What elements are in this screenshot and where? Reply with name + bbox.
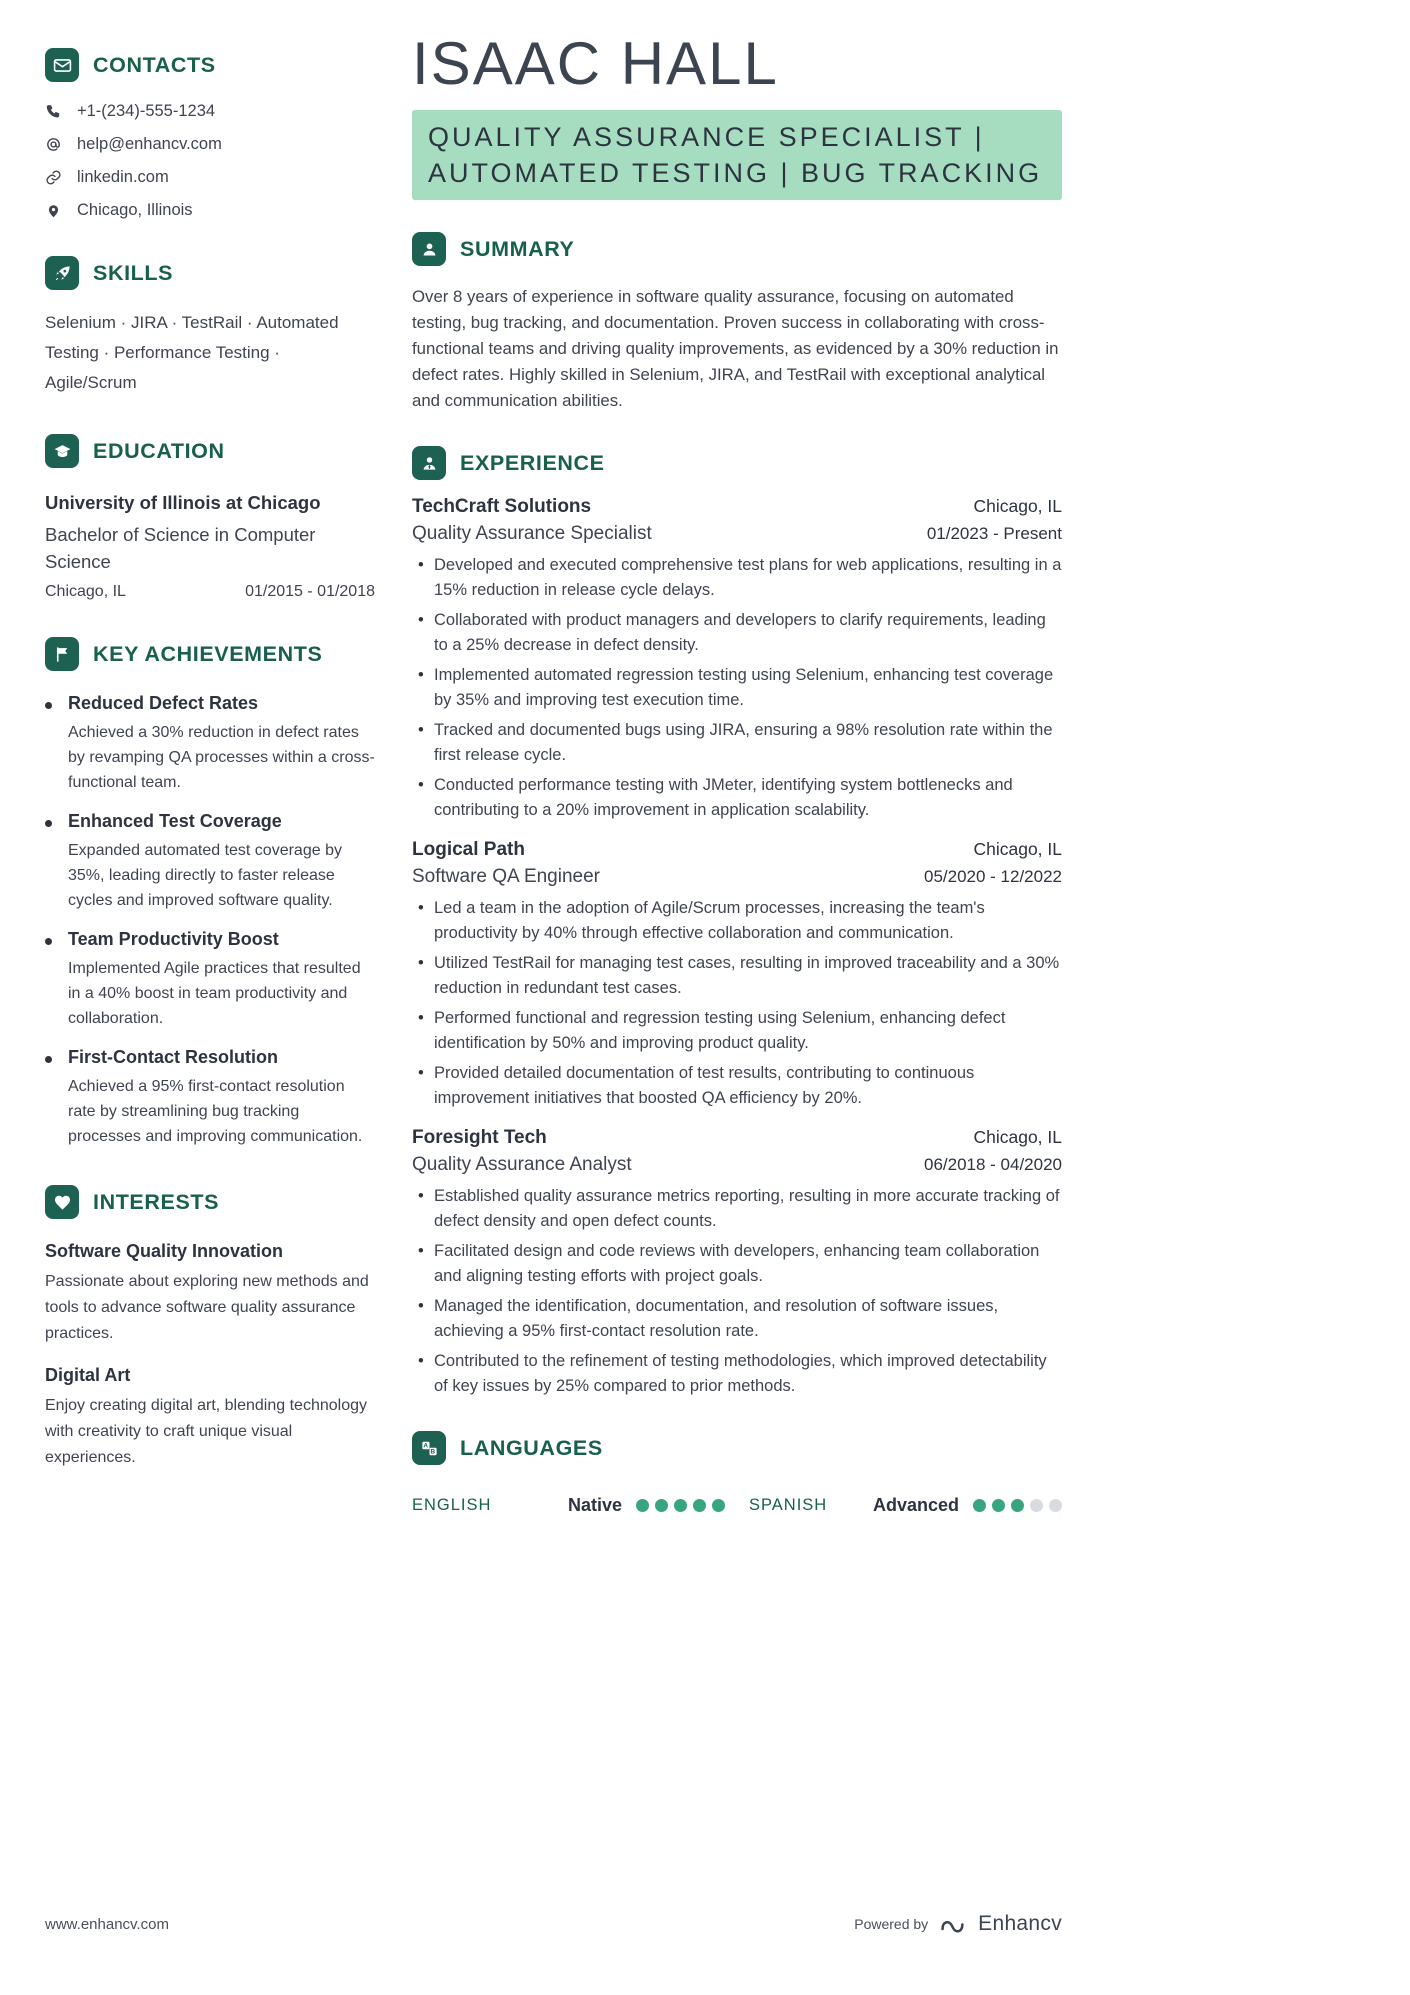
- achievement-item: [45, 811, 375, 913]
- proficiency-dots: [973, 1499, 1062, 1512]
- linkedin-contact[interactable]: [45, 168, 375, 187]
- achievements-heading: [45, 637, 375, 671]
- interests-heading-label: INTERESTS: [93, 1189, 220, 1214]
- contact-list: [45, 102, 375, 220]
- company-location: Chicago, IL: [973, 839, 1062, 859]
- achievement-item: [45, 929, 375, 1031]
- dot-filled-icon: [973, 1499, 986, 1512]
- contacts-heading: [45, 48, 375, 82]
- powered-by-label: Powered by: [854, 1916, 929, 1932]
- job-bullet-list: [412, 896, 1062, 1111]
- achievement-title: Reduced Defect Rates: [68, 693, 259, 713]
- experience-bullet: • Tracked and documented bugs using JIRA, ensuring a 98% resolution rate within the first release cycle.: [434, 718, 1062, 768]
- language-item: [749, 1495, 1062, 1516]
- candidate-name: ISAAC HALL: [412, 30, 779, 97]
- summary-text: Over 8 years of experience in software quality assurance, focusing on automated testing, bug tracking, and documentation. Proven success in collaborating with cross-functional teams and driving quality improvements, as evidenced by a 30% reduction in defect rates. Highly skilled in Selenium, JIRA, and TestRail with exceptional analytical and communication abilities.: [412, 287, 1059, 410]
- envelope-icon: [45, 48, 79, 82]
- main-column: [412, 30, 1062, 1516]
- dot-empty-icon: [1049, 1499, 1062, 1512]
- rocket-icon: [45, 256, 79, 290]
- company-name: Logical Path: [412, 839, 525, 860]
- skills-list: Selenium · JIRA · TestRail · Automated Testing · Performance Testing · Agile/Scrum: [45, 313, 339, 392]
- flag-icon: [45, 637, 79, 671]
- skills-heading-label: SKILLS: [93, 260, 174, 285]
- interest-list: [45, 1241, 375, 1471]
- interest-item: [45, 1241, 375, 1347]
- languages-heading: [412, 1431, 1062, 1465]
- interest-title: Digital Art: [45, 1365, 131, 1385]
- achievement-title: First-Contact Resolution: [68, 1047, 278, 1067]
- education-school: University of Illinois at Chicago: [45, 492, 321, 513]
- dot-empty-icon: [1030, 1499, 1043, 1512]
- education-meta: [45, 583, 375, 601]
- achievements-section: [45, 637, 375, 1149]
- achievement-item: [45, 693, 375, 795]
- company-name: Foresight Tech: [412, 1127, 547, 1148]
- bullet-dot-icon: [45, 938, 52, 945]
- interest-item: [45, 1365, 375, 1471]
- experience-bullet: • Facilitated design and code reviews with developers, enhancing team collaboration and aligning testing efforts with project goals.: [434, 1239, 1062, 1289]
- company-name: TechCraft Solutions: [412, 496, 592, 517]
- achievement-item: [45, 1047, 375, 1149]
- achievement-title: Team Productivity Boost: [68, 929, 279, 949]
- experience-entry: [412, 496, 1062, 823]
- dot-filled-icon: [693, 1499, 706, 1512]
- bullet-dot-icon: [45, 820, 52, 827]
- phone-text: +1-(234)-555-1234: [77, 102, 216, 120]
- location-contact: [45, 201, 375, 220]
- job-dates: 05/2020 - 12/2022: [923, 867, 1062, 886]
- experience-bullet: • Led a team in the adoption of Agile/Scrum processes, increasing the team's productivity by 40% through effective collaboration and communication.: [434, 896, 1062, 946]
- map-pin-icon: [45, 202, 62, 219]
- summary-heading: [412, 232, 1062, 266]
- interests-section: [45, 1185, 375, 1471]
- job-dates: 06/2018 - 04/2020: [923, 1155, 1062, 1174]
- language-list: [412, 1495, 1062, 1516]
- experience-bullet: • Established quality assurance metrics reporting, resulting in more accurate tracking of defect density and open defect counts.: [434, 1184, 1062, 1234]
- experience-bullet: • Contributed to the refinement of testing methodologies, which improved detectability of key issues by 25% compared to prior methods.: [434, 1349, 1062, 1399]
- enhancv-url-link[interactable]: www.enhancv.com: [45, 1915, 169, 1933]
- phone-contact[interactable]: [45, 102, 375, 121]
- experience-entry: [412, 1127, 1062, 1399]
- experience-bullet: • Utilized TestRail for managing test cases, resulting in improved traceability and a 30% reduction in redundant test cases.: [434, 951, 1062, 1001]
- at-icon: [45, 136, 62, 153]
- experience-heading: [412, 446, 1062, 480]
- interest-text: Enjoy creating digital art, blending technology with creativity to craft unique visual experiences.: [45, 1397, 367, 1466]
- language-item: [412, 1495, 725, 1516]
- link-icon: [45, 169, 62, 186]
- page-footer: [45, 1912, 1062, 1936]
- svg-text:B: B: [430, 1448, 436, 1456]
- achievement-text: Implemented Agile practices that resulted in a 40% boost in team productivity and collaboration.: [68, 960, 361, 1027]
- summary-heading-label: SUMMARY: [460, 236, 575, 261]
- bullet-dot-icon: [45, 702, 52, 709]
- skills-heading: [45, 256, 375, 290]
- experience-bullet: • Conducted performance testing with JMeter, identifying system bottlenecks and contributing to a 20% improvement in application scalability.: [434, 773, 1062, 823]
- company-location: Chicago, IL: [973, 1127, 1062, 1147]
- enhancv-logo-icon: [938, 1913, 968, 1935]
- heart-icon: [45, 1185, 79, 1219]
- dot-filled-icon: [1011, 1499, 1024, 1512]
- phone-icon: [45, 103, 62, 120]
- powered-by-brand[interactable]: [854, 1912, 1062, 1936]
- person-icon: [412, 232, 446, 266]
- experience-bullet: • Provided detailed documentation of test results, contributing to continuous improvement initiatives that boosted QA efficiency by 20%.: [434, 1061, 1062, 1111]
- education-section: [45, 434, 375, 601]
- interest-title: Software Quality Innovation: [45, 1241, 284, 1261]
- email-contact[interactable]: [45, 135, 375, 154]
- education-heading: [45, 434, 375, 468]
- education-heading-label: EDUCATION: [93, 438, 225, 463]
- achievements-heading-label: KEY ACHIEVEMENTS: [93, 641, 323, 666]
- experience-entry: [412, 839, 1062, 1111]
- job-dates: 01/2023 - Present: [926, 524, 1062, 543]
- contacts-heading-label: CONTACTS: [93, 52, 216, 77]
- experience-heading-label: EXPERIENCE: [460, 450, 605, 475]
- achievement-title: Enhanced Test Coverage: [68, 811, 282, 831]
- job-bullet-list: [412, 1184, 1062, 1399]
- dot-filled-icon: [655, 1499, 668, 1512]
- skills-section: [45, 256, 375, 398]
- job-role: Quality Assurance Specialist: [412, 523, 652, 544]
- experience-bullet: • Collaborated with product managers and developers to clarify requirements, leading to a 25% decrease in defect density.: [434, 608, 1062, 658]
- experience-bullet: • Developed and executed comprehensive test plans for web applications, resulting in a 15% reduction in release cycle delays.: [434, 553, 1062, 603]
- achievement-text: Expanded automated test coverage by 35%, leading directly to faster release cycles and improved software quality.: [68, 842, 342, 909]
- job-bullet-list: [412, 553, 1062, 823]
- graduation-cap-icon: [45, 434, 79, 468]
- candidate-title-badge: QUALITY ASSURANCE SPECIALIST | AUTOMATED TESTING | BUG TRACKING: [412, 110, 1062, 200]
- languages-heading-label: LANGUAGES: [460, 1435, 603, 1460]
- svg-text:A: A: [422, 1442, 428, 1450]
- company-location: Chicago, IL: [973, 496, 1062, 516]
- dot-filled-icon: [992, 1499, 1005, 1512]
- interest-text: Passionate about exploring new methods and tools to advance software quality assurance practices.: [45, 1273, 369, 1342]
- job-role: Quality Assurance Analyst: [412, 1154, 632, 1175]
- education-degree: Bachelor of Science in Computer Science: [45, 524, 316, 572]
- dot-filled-icon: [712, 1499, 725, 1512]
- bullet-dot-icon: [45, 1056, 52, 1063]
- location-text: Chicago, Illinois: [77, 201, 193, 219]
- achievement-text: Achieved a 30% reduction in defect rates by revamping QA processes within a cross-functional team.: [68, 724, 375, 791]
- contacts-section: [45, 48, 375, 220]
- dot-filled-icon: [636, 1499, 649, 1512]
- proficiency-dots: [636, 1499, 725, 1512]
- language-level: Native: [567, 1495, 622, 1515]
- education-location: Chicago, IL: [45, 583, 126, 600]
- experience-bullet: • Implemented automated regression testing using Selenium, enhancing test coverage by 35% and improving test execution time.: [434, 663, 1062, 713]
- language-name: SPANISH: [749, 1496, 828, 1514]
- sidebar: [45, 48, 375, 1507]
- job-role: Software QA Engineer: [412, 866, 600, 887]
- linkedin-text: linkedin.com: [77, 168, 169, 186]
- language-name: ENGLISH: [412, 1496, 492, 1514]
- language-level: Advanced: [872, 1495, 959, 1515]
- business-person-icon: [412, 446, 446, 480]
- education-dates: 01/2015 - 01/2018: [245, 583, 375, 600]
- dot-filled-icon: [674, 1499, 687, 1512]
- experience-bullet: • Managed the identification, documentation, and resolution of software issues, achieving a 95% first-contact resolution rate.: [434, 1294, 1062, 1344]
- achievement-text: Achieved a 95% first-contact resolution rate by streamlining bug tracking processes and improving communication.: [68, 1078, 363, 1145]
- experience-bullet: • Performed functional and regression testing using Selenium, enhancing defect identification by 50% and improving product quality.: [434, 1006, 1062, 1056]
- achievement-list: [45, 693, 375, 1149]
- email-text: help@enhancv.com: [77, 135, 222, 153]
- translate-icon: [412, 1431, 446, 1465]
- enhancv-brand-name: Enhancv: [978, 1912, 1062, 1935]
- interests-heading: [45, 1185, 375, 1219]
